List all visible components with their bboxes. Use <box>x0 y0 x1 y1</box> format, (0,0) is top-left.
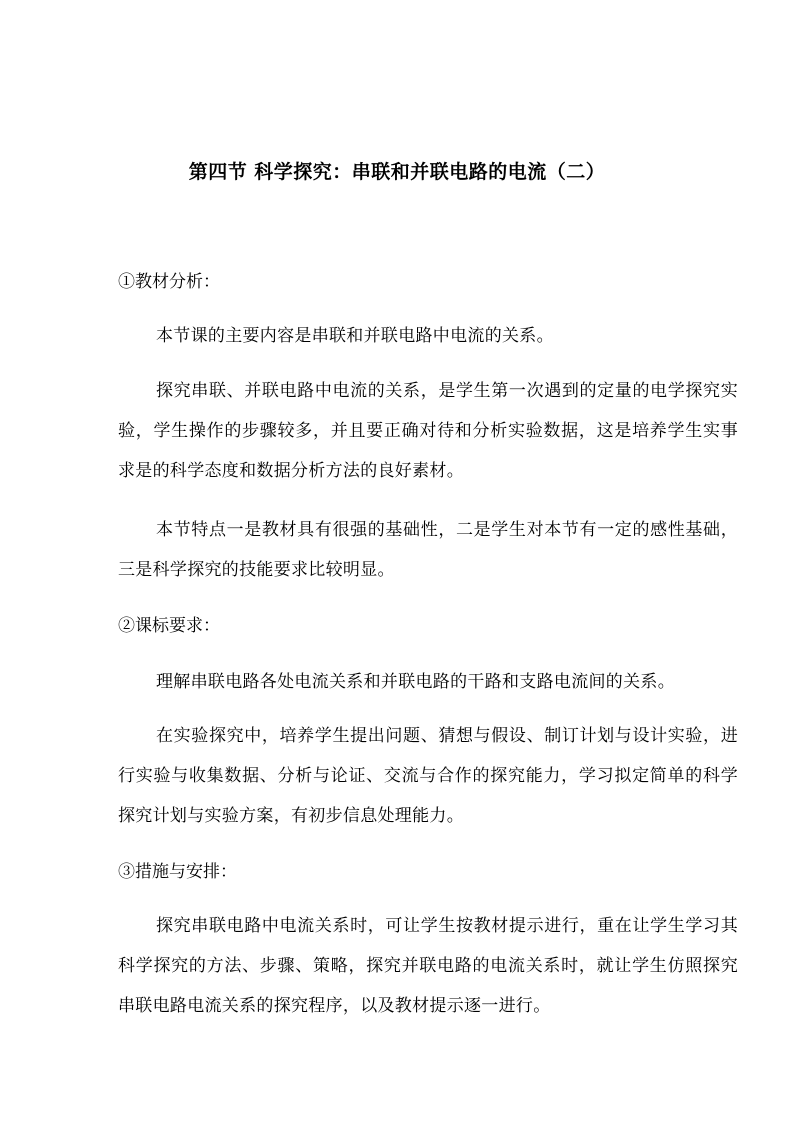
paragraph-teaching-measures: 探究串联电路中电流关系时，可让学生按教材提示进行，重在让学生学习其科学探究的方法、步骤、策略，探究并联电路的电流关系时，就让学生仿照探究串联电路电流关系的探究程序，以及教材提示逐一进行。 <box>118 916 738 1016</box>
section-heading-curriculum-requirements: ②课标要求： <box>118 616 220 636</box>
section-heading-textbook-analysis: ①教材分析： <box>118 272 220 292</box>
paragraph-inquiry-significance: 探究串联、并联电路中电流的关系，是学生第一次遇到的定量的电学探究实验，学生操作的步骤较多，并且要正确对待和分析实验数据，这是培养学生实事求是的科学态度和数据分析方法的良好素材。 <box>118 381 738 481</box>
paragraph-main-content: 本节课的主要内容是串联和并联电路中电流的关系。 <box>156 326 554 346</box>
section-heading-measures-arrangements: ③措施与安排： <box>118 862 237 882</box>
paragraph-inquiry-abilities: 在实验探究中，培养学生提出问题、猜想与假设、制订计划与设计实验，进行实验与收集数据、分析与论证、交流与合作的探究能力，学习拟定简单的科学探究计划与实验方案，有初步信息处理能力。 <box>118 726 738 826</box>
paragraph-understanding-requirement: 理解串联电路各处电流关系和并联电路的干路和支路电流间的关系。 <box>156 672 675 692</box>
paragraph-section-features: 本节特点一是教材具有很强的基础性，二是学生对本节有一定的感性基础，三是科学探究的技能要求比较明显。 <box>118 520 738 580</box>
page-title: 第四节 科学探究：串联和并联电路的电流（二） <box>188 161 606 183</box>
